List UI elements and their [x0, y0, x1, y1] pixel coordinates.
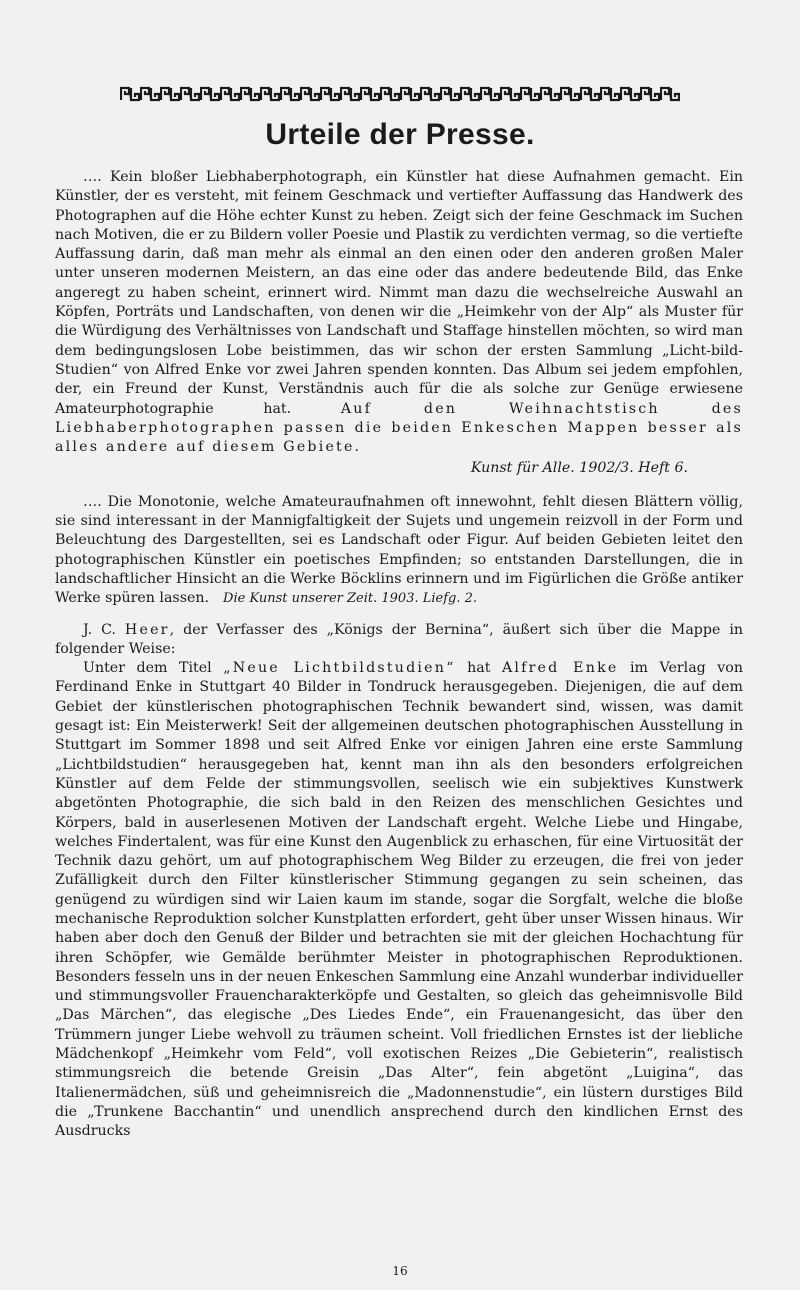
review-paragraph: Unter dem Titel „Neue Lichtbildstudien“ hat Alfred Enke im Verlag von Ferdinand Enke in Stuttgart 40 Bilder in Tondruck herausgegeben. Diejenigen, die auf dem Gebiet der künstlerischen photographischen Technik bewandert sind, wissen, was damit gesagt ist: Ein Meisterwerk! Seit der allgemeinen deutschen photographischen Ausstellung in Stuttgart im Sommer 1898 und seit Alfred Enke vor einigen Jahren eine erste Sammlung „Lichtbildstudien“ herausgegeben hat, kennt man ihn als den besonders erfolgreichen Künstler auf dem Felde der stimmungsvollen, seelisch wie ein subjektives Kunstwerk abgetönten Photographie, die sich bald in den Reizen des menschlichen Gesichtes und Körpers, bald in auserlesenen Motiven der Landschaft ergeht. Welche Liebe und Hingabe, welches Findertalent, was für eine Kunst den Augenblick zu erhaschen, für eine Virtuosität der Technik dazu gehört, um auf photographischem Weg Bilder zu erzeugen, die frei von jeder Zufälligkeit durch den Filter künstlerischer Stimmung gegangen zu sein scheinen, das genügend zu würdigen sind wir Laien kaum im stande, sogar die Sorgfalt, welche die bloße mechanische Reproduktion solcher Kunstplatten erfordert, geht über unser Wissen hinaus. Wir haben aber doch den Genuß der Bilder und betrachten sie mit der gleichen Hochachtung für ihren Schöpfer, wie Gemälde berühmter Meister in photographischen Reproduktionen. Besonders fesseln uns in der neuen Enkeschen Sammlung eine Anzahl wunderbar individueller und stimmungsvoller Frauencharakterköpfe und Gestalten, so gleich das geheimnisvolle Bild „Das Märchen“, das elegische „Des Liedes Ende“, ein Frauenangesicht, das über den Trümmern junger Liebe wehvoll zu träumen scheint. Voll friedlichen Ernstes ist der liebliche Mädchenkopf „Heimkehr vom Feld“, voll exotischen Reizes „Die Gebieterin“, realistisch stimmungsreich die betende Greisin „Das Alter“, fein abgetönt „Luigina“, das Italienermädchen, süß und geheimnisreich die „Madonnenstudie“, ein lüstern durstiges Bild die „Trunkene Bacchantin“ und unendlich ansprechend durch den kindlichen Ernst des Ausdrucks [55, 660, 743, 1140]
page-number: 16 [392, 1264, 408, 1278]
review-paragraph: J. C. Heer, der Verfasser des „Königs der Bernina“, äußert sich über die Mappe in folgender Weise: [55, 621, 743, 657]
ornamental-border [120, 86, 680, 102]
author-name: Heer [124, 621, 170, 638]
page-title: Urteile der Presse. [265, 118, 535, 151]
reviews-body [55, 168, 743, 1142]
review-paragraph: …. Die Monotonie, welche Amateuraufnahmen oft innewohnt, fehlt diesen Blättern völlig, sie sind interessant in der Mannigfaltigkeit der Sujets und ungemein reizvoll in der Form und Beleuchtung des Dargestellten, sei es Landschaft oder Figur. Auf beiden Gebieten leitet den photographischen Künstler ein poetisches Empfinden; so entstanden Darstellungen, die in landschaftlicher Hinsicht an die Werke Böcklins erinnern und im Figürlichen die Größe antiker Werke spüren lassen. Die Kunst unserer Zeit. 1903. Liefg. 2. [55, 493, 743, 607]
spaced-emphasis: Auf den Weihnachtstisch des Liebhaberphotographen passen die beiden Enkeschen Mappen besser als alles andere auf diesem Gebiete. [55, 400, 743, 456]
review-source: Kunst für Alle. 1902/3. Heft 6. [470, 460, 688, 477]
review-source: Die Kunst unserer Zeit. 1903. Liefg. 2. [223, 591, 478, 607]
photographer-name: Alfred Enke [501, 660, 619, 677]
book-title: „Neue Lichtbildstudien“ [223, 660, 456, 677]
review-paragraph: …. Kein bloßer Liebhaberphotograph, ein Künstler hat diese Aufnahmen gemacht. Ein Künstler, der es versteht, mit feinem Geschmack und vertiefter Auffassung das Handwerk des Photographen auf die Höhe echter Kunst zu heben. Zeigt sich der feine Geschmack im Suchen nach Motiven, die er zu Bildern voller Poesie und Plastik zu verdichten vermag, so die vertiefte Auffassung darin, daß man mehr als einmal an den einen oder den anderen großen Maler unter unseren modernen Meistern, an das eine oder das andere bedeutende Bild, das Enke angeregt zu haben scheint, erinnert wird. Nimmt man dazu die wechselreiche Auswahl an Köpfen, Porträts und Landschaften, von denen wir die „Heimkehr von der Alp“ als Muster für die Würdigung des Verhältnisses von Landschaft und Staffage hinstellen möchten, so wird man dem bedingungslosen Lobe beistimmen, das wir schon der ersten Sammlung „Licht-bild-Studien“ von Alfred Enke vor zwei Jahren spenden konnten. Das Album sei jedem empfohlen, der, ein Freund der Kunst, Verständnis auch für die als solche zur Genüge erwiesene Amateurphotographie hat. Auf den Weihnachtstisch des Liebhaberphotographen passen die beiden Enkeschen Mappen besser als alles andere auf diesem Gebiete. [55, 169, 743, 456]
